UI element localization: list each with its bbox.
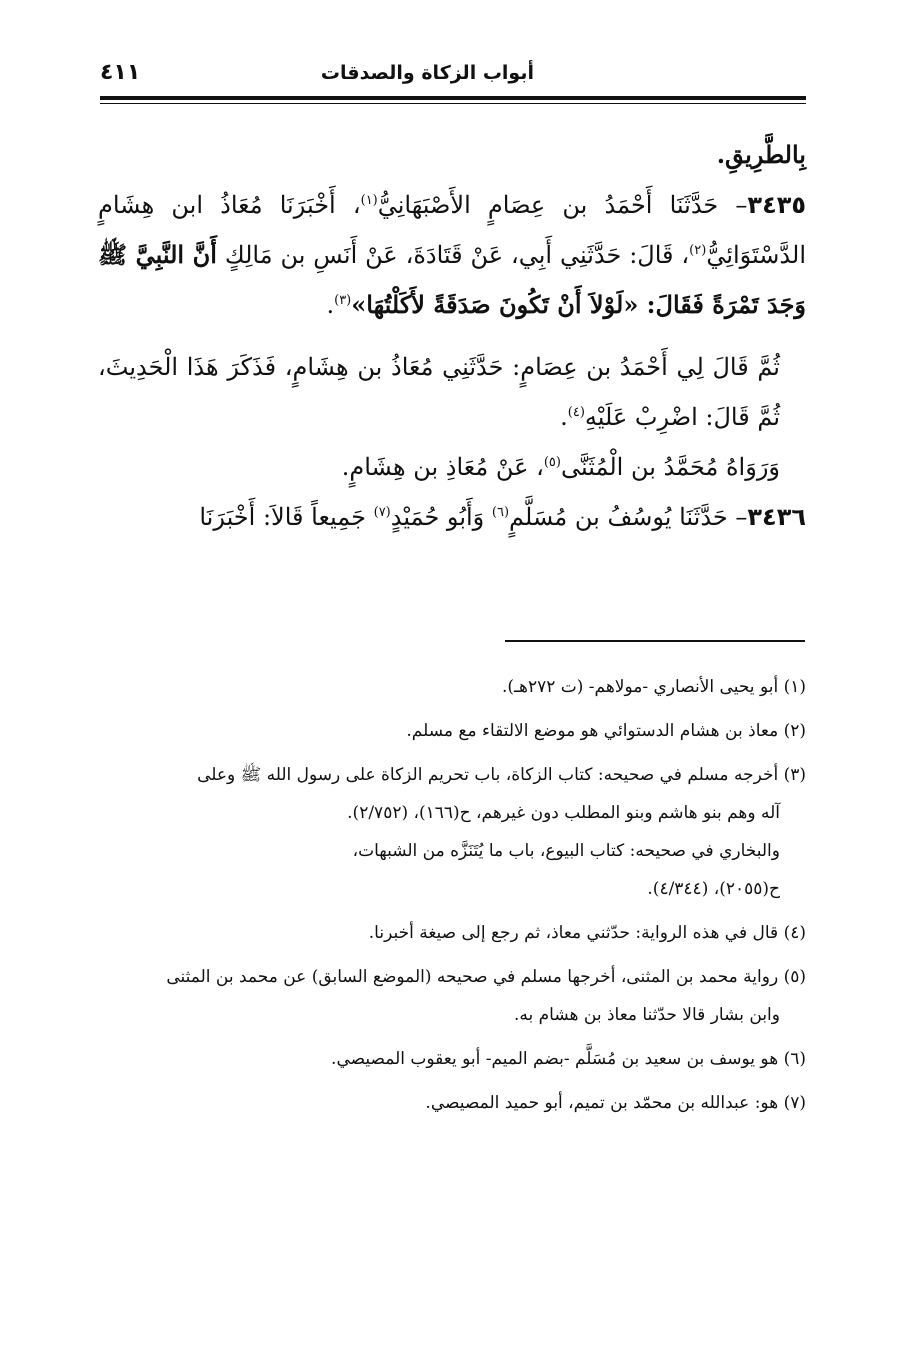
paragraph-commentary xyxy=(98,342,806,442)
paragraph-continuation xyxy=(98,130,806,180)
hadith-text: جَمِيعاً قَالاَ: أَخْبَرَنَا xyxy=(199,503,374,531)
paragraph-narration xyxy=(98,442,806,492)
footnote-5-cont: وابن بشار قالا حدّثنا معاذ بن هشام به. xyxy=(513,1005,780,1025)
hadith-text: وَأَبُو حُمَيْدٍ xyxy=(390,503,492,531)
footnote-ref: (٣) xyxy=(334,293,352,308)
running-header xyxy=(100,56,806,96)
header-title: أبواب الزكاة والصدقات xyxy=(320,62,534,84)
header-rule-thick xyxy=(100,96,806,100)
footnote-4: (٤) قال في هذه الرواية: حدّثني معاذ، ثم رجع إلى صيغة أخبرنا. xyxy=(368,923,806,943)
narration-text: وَرَوَاهُ مُحَمَّدُ بن الْمُثَنَّى xyxy=(560,453,780,481)
commentary-text: ثُمَّ قَالَ لِي أَحْمَدُ بن عِصَامٍ: حَدَّثَنِي مُعَاذُ بن هِشَامٍ، فَذَكَرَ هَذَا الْحَدِيثَ، ثُمَّ قَالَ: اضْرِبْ عَلَيْهِ xyxy=(98,353,780,431)
footnote-3-cont: ح(٢٠٥٥)، (٤/٣٤٤). xyxy=(647,879,780,899)
footnote-3 xyxy=(98,756,806,908)
hadith-end: . xyxy=(326,291,335,319)
footnote-6: (٦) هو يوسف بن سعيد بن مُسَلَّم -بضم الميم- أبو يعقوب المصيصي. xyxy=(331,1049,806,1069)
footnote-5-line: (٥) رواية محمد بن المثنى، أخرجها مسلم في صحيحه (الموضع السابق) عن محمد بن المثنى xyxy=(166,967,806,987)
main-text xyxy=(98,130,806,542)
footnotes xyxy=(98,668,806,1128)
hadith-text: ، قَالَ: حَدَّثَنِي أَبِي، عَنْ قَتَادَةَ، عَنْ أَنَسِ بن مَالِكٍ xyxy=(216,241,690,269)
hadith-text: – حَدَّثَنَا أَحْمَدُ بن عِصَامٍ الأَصْبَهَانِيُّ xyxy=(377,191,748,219)
hadith-text: ، أَخْبَرَنَا مُعَاذُ ابن هِشَامٍ الدَّسْتَوَائِيُّ xyxy=(98,191,806,269)
continuation-text: بِالطَّرِيقِ. xyxy=(716,140,806,169)
narration-text: ، عَنْ مُعَاذِ بن هِشَامٍ. xyxy=(341,453,544,481)
hadith-number: ٣٤٣٥ xyxy=(747,191,807,219)
footnote-3-cont: آله وهم بنو هاشم وبنو المطلب دون غيرهم، ح(١٦٦)، (٢/٧٥٢). xyxy=(347,803,780,823)
footnote-ref: (٧) xyxy=(373,505,391,520)
footnote-5 xyxy=(98,958,806,1034)
page-number: ٤١١ xyxy=(100,60,141,85)
footnote-ref: (٦) xyxy=(491,505,510,520)
footnote-3-cont: والبخاري في صحيحه: كتاب البيوع، باب ما يُتَنَزَّه من الشبهات، xyxy=(352,841,780,861)
hadith-text: – حَدَّثَنَا يُوسُفُ بن مُسَلَّمٍ xyxy=(509,503,748,531)
footnote-1: (١) أبو يحيى الأنصاري -مولاهم- (ت ٢٧٢هـ). xyxy=(501,677,806,697)
footnote-ref: (٥) xyxy=(543,455,561,470)
hadith-3435 xyxy=(98,180,806,330)
footnote-separator xyxy=(505,640,805,642)
commentary-end: . xyxy=(560,403,568,431)
footnote-3-line: (٣) أخرجه مسلم في صحيحه: كتاب الزكاة، باب تحريم الزكاة على رسول الله ﷺ وعلى xyxy=(197,765,806,785)
footnote-ref: (٢) xyxy=(689,243,707,258)
hadith-matn: أَنَّ النَّبِيَّ ﷺ وَجَدَ تَمْرَةً فَقَالَ: «لَوْلاَ أَنْ تَكُونَ صَدَقَةً لأَكَلْتُهَا» xyxy=(98,240,806,319)
hadith-number: ٣٤٣٦ xyxy=(747,503,806,531)
footnote-7: (٧) هو: عبدالله بن محمّد بن تميم، أبو حميد المصيصي. xyxy=(425,1093,806,1113)
footnote-ref: (٤) xyxy=(567,405,585,420)
footnote-ref: (١) xyxy=(360,193,378,208)
header-rule-thin xyxy=(100,103,806,104)
footnote-2: (٢) معاذ بن هشام الدستوائي هو موضع الالتقاء مع مسلم. xyxy=(406,721,806,741)
hadith-3436 xyxy=(98,492,806,542)
